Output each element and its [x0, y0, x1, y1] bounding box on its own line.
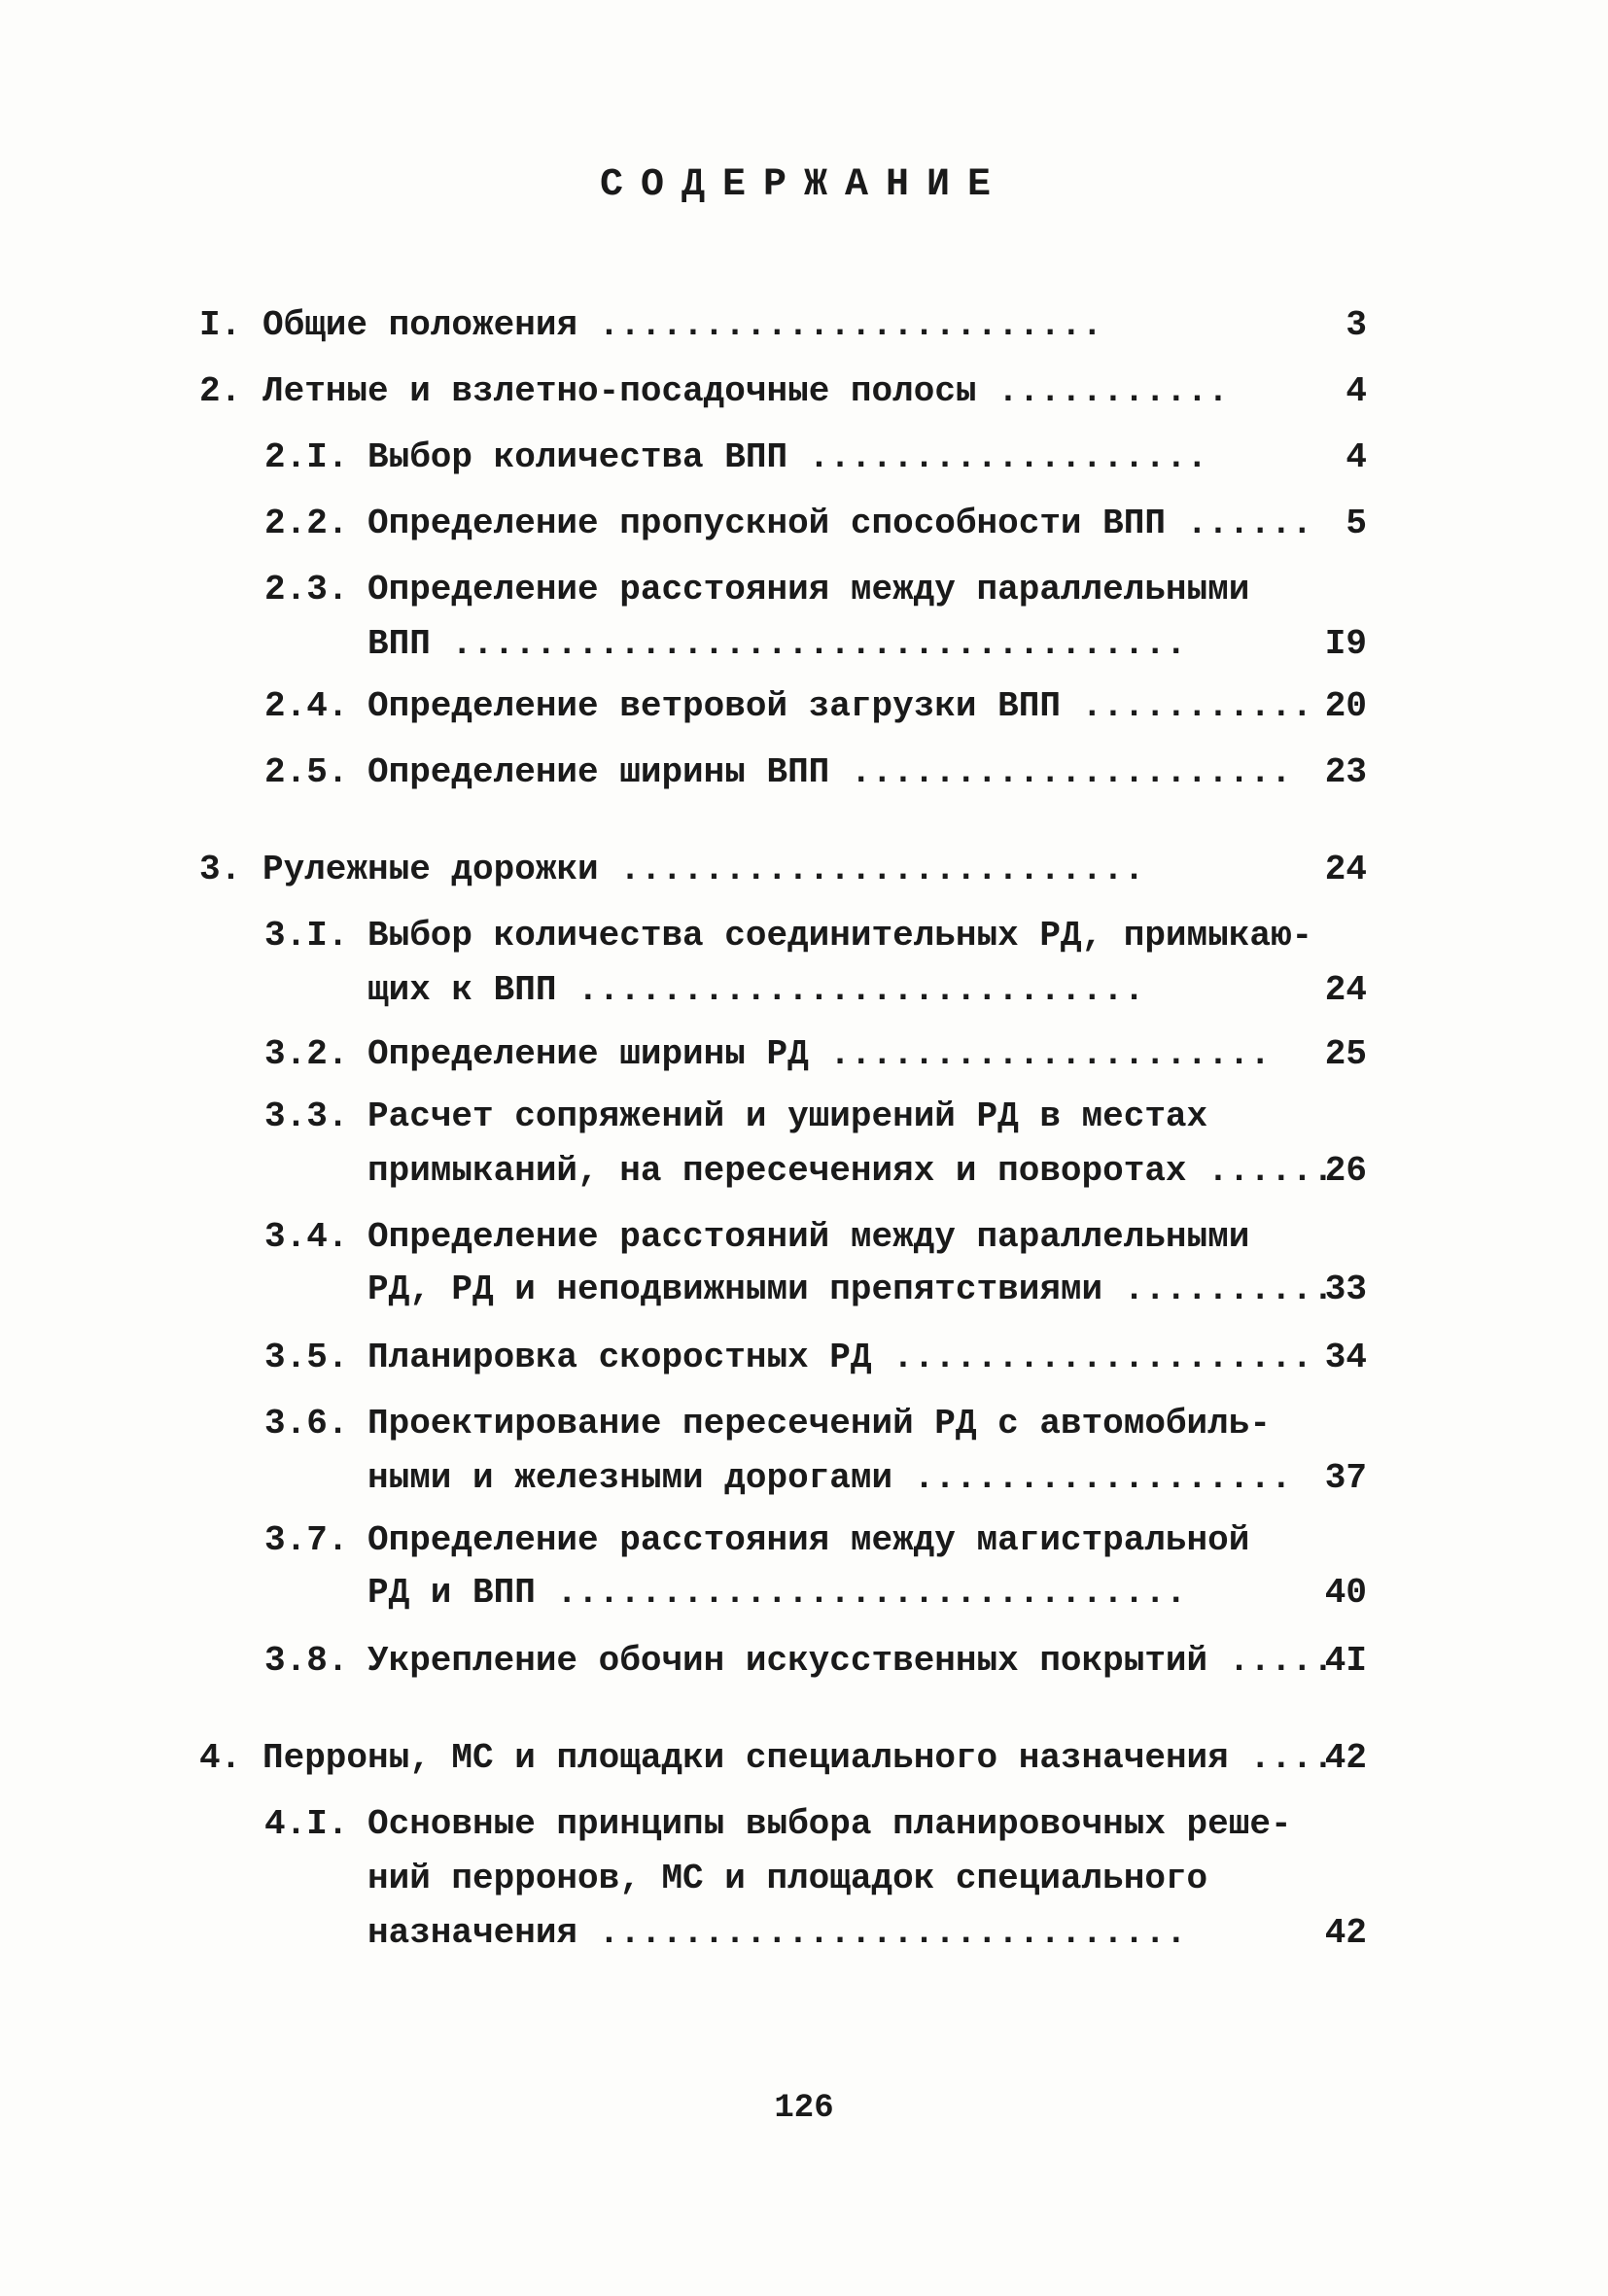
toc-entry-line — [367, 1454, 1303, 1503]
toc-entry-number: 3.7. — [264, 1520, 349, 1560]
toc-leader-dots: ........... — [976, 371, 1229, 411]
toc-leader-dots: .................... — [871, 1338, 1313, 1377]
toc-entry-line — [264, 566, 1249, 614]
toc-entry-title: щих к ВПП — [367, 970, 557, 1010]
toc-entry-number: 3.6. — [264, 1404, 349, 1444]
toc-entry-line — [264, 1213, 1249, 1262]
toc-entry-line — [264, 500, 1313, 548]
toc-entry-number: 4.I. — [264, 1804, 349, 1844]
toc-entry-page: 4 — [1346, 437, 1367, 477]
toc-entry-number: 2.3. — [264, 570, 349, 609]
toc-entry-line — [264, 748, 1303, 797]
toc-entry-title: ВПП — [367, 624, 431, 664]
toc-leader-dots: ..... — [1207, 1641, 1334, 1681]
toc-entry-number: 3.2. — [264, 1034, 349, 1074]
toc-entry-line — [367, 966, 1303, 1015]
toc-entry-page: 26 — [1324, 1151, 1367, 1191]
toc-leader-dots: ......................... — [598, 850, 1145, 889]
toc-entry-number: 3.3. — [264, 1096, 349, 1136]
toc-entry-line — [264, 912, 1312, 960]
toc-entry-line — [367, 1147, 1334, 1196]
toc-leader-dots: ...... — [1165, 504, 1313, 543]
toc-entry-page: 3 — [1346, 305, 1367, 345]
toc-entry-page: 4I — [1324, 1641, 1367, 1681]
toc-entry-title: Основные принципы выбора планировочных реше- — [367, 1804, 1292, 1844]
toc-entry-page: 5 — [1346, 504, 1367, 543]
toc-entry-page: I9 — [1324, 624, 1367, 664]
toc-leader-dots: ..................... — [808, 1034, 1271, 1074]
toc-leader-dots: .... — [1228, 1738, 1334, 1778]
toc-entry-line — [264, 1400, 1271, 1448]
toc-entry-number: 2.I. — [264, 437, 349, 477]
toc-entry-number: 2.5. — [264, 752, 349, 792]
toc-leader-dots: .......... — [1102, 1270, 1334, 1309]
toc-entry-line — [367, 1855, 1207, 1903]
toc-leader-dots: .............................. — [535, 1573, 1187, 1613]
toc-entry-title: Определение пропускной способности ВПП — [367, 504, 1166, 543]
toc-entry-line — [264, 1030, 1303, 1079]
toc-entry-page: 33 — [1324, 1270, 1367, 1309]
toc-entry-line — [199, 301, 1303, 350]
toc-entry-page: 4 — [1346, 371, 1367, 411]
toc-entry-line — [199, 846, 1303, 894]
toc-leader-dots: ...... — [1186, 1151, 1334, 1191]
toc-entry-title: Определение расстояния между параллельными — [367, 570, 1250, 609]
toc-entry-page: 40 — [1324, 1573, 1367, 1613]
toc-entry-title: назначения — [367, 1913, 578, 1953]
toc-entry-line — [367, 1266, 1334, 1314]
toc-entry-number: 3.4. — [264, 1217, 349, 1257]
toc-entry-number: 3.8. — [264, 1641, 349, 1681]
toc-entry-line — [264, 1334, 1313, 1382]
toc-entry-title: Выбор количества соединительных РД, примыкаю- — [367, 916, 1313, 956]
toc-entry-number: 2.2. — [264, 504, 349, 543]
toc-entry-title: Определение ветровой загрузки ВПП — [367, 686, 1061, 726]
toc-entry-line — [199, 1734, 1334, 1783]
toc-entry-title: Определение расстояний между параллельными — [367, 1217, 1250, 1257]
toc-entry-title: РД и ВПП — [367, 1573, 536, 1613]
toc-entry-title: Проектирование пересечений РД с автомобиль- — [367, 1404, 1271, 1444]
toc-leader-dots: ............................ — [577, 1913, 1187, 1953]
toc-entry-line — [264, 682, 1313, 731]
toc-entry-number: 2. — [199, 371, 242, 411]
toc-entry-title: Рулежные дорожки — [262, 850, 599, 889]
toc-leader-dots: ................................... — [430, 624, 1187, 664]
toc-entry-number: 2.4. — [264, 686, 349, 726]
toc-leader-dots: ........................ — [577, 305, 1103, 345]
toc-entry-title: Определение ширины ВПП — [367, 752, 830, 792]
toc-entry-line — [264, 1516, 1249, 1565]
toc-entry-line — [367, 1909, 1303, 1958]
toc-entry-number: 3. — [199, 850, 242, 889]
toc-entry-title: Выбор количества ВПП — [367, 437, 788, 477]
toc-entry-page: 37 — [1324, 1458, 1367, 1498]
toc-entry-page: 42 — [1324, 1913, 1367, 1953]
toc-entry-line — [199, 367, 1303, 416]
toc-entry-title: Перроны, МС и площадки специального назначения — [262, 1738, 1229, 1778]
toc-entry-title: Летные и взлетно-посадочные полосы — [262, 371, 977, 411]
toc-entry-line — [264, 1093, 1207, 1141]
toc-entry-title: Расчет сопряжений и уширений РД в местах — [367, 1096, 1208, 1136]
toc-entry-line — [264, 1800, 1292, 1849]
toc-entry-title: ными и железными дорогами — [367, 1458, 893, 1498]
toc-entry-number: 4. — [199, 1738, 242, 1778]
toc-entry-title: ний перронов, МС и площадок специального — [367, 1859, 1208, 1898]
toc-leader-dots: ........... — [1060, 686, 1313, 726]
toc-entry-number: I. — [199, 305, 242, 345]
page-title: СОДЕРЖАНИЕ — [599, 163, 1009, 207]
toc-entry-title: Планировка скоростных РД — [367, 1338, 872, 1377]
toc-entry-title: РД, РД и неподвижными препятствиями — [367, 1270, 1103, 1309]
toc-leader-dots: ........................... — [556, 970, 1145, 1010]
toc-entry-page: 24 — [1324, 970, 1367, 1010]
toc-entry-line — [264, 1637, 1334, 1686]
toc-entry-line — [264, 434, 1303, 482]
toc-entry-title: Определение расстояния между магистральной — [367, 1520, 1250, 1560]
toc-entry-page: 25 — [1324, 1034, 1367, 1074]
toc-entry-number: 3.5. — [264, 1338, 349, 1377]
toc-entry-title: Определение ширины РД — [367, 1034, 809, 1074]
toc-entry-number: 3.I. — [264, 916, 349, 956]
toc-entry-title: Общие положения — [262, 305, 578, 345]
toc-leader-dots: .................. — [892, 1458, 1292, 1498]
toc-entry-page: 23 — [1324, 752, 1367, 792]
toc-entry-page: 24 — [1324, 850, 1367, 889]
page-number: 126 — [774, 2090, 834, 2127]
toc-leader-dots: ................... — [787, 437, 1208, 477]
toc-leader-dots: ..................... — [829, 752, 1292, 792]
toc-entry-line — [367, 620, 1303, 669]
toc-entry-line — [367, 1569, 1303, 1618]
toc-entry-title: примыканий, на пересечениях и поворотах — [367, 1151, 1187, 1191]
toc-entry-title: Укрепление обочин искусственных покрытий — [367, 1641, 1208, 1681]
toc-entry-page: 34 — [1324, 1338, 1367, 1377]
toc-entry-page: 20 — [1324, 686, 1367, 726]
toc-entry-page: 42 — [1324, 1738, 1367, 1778]
